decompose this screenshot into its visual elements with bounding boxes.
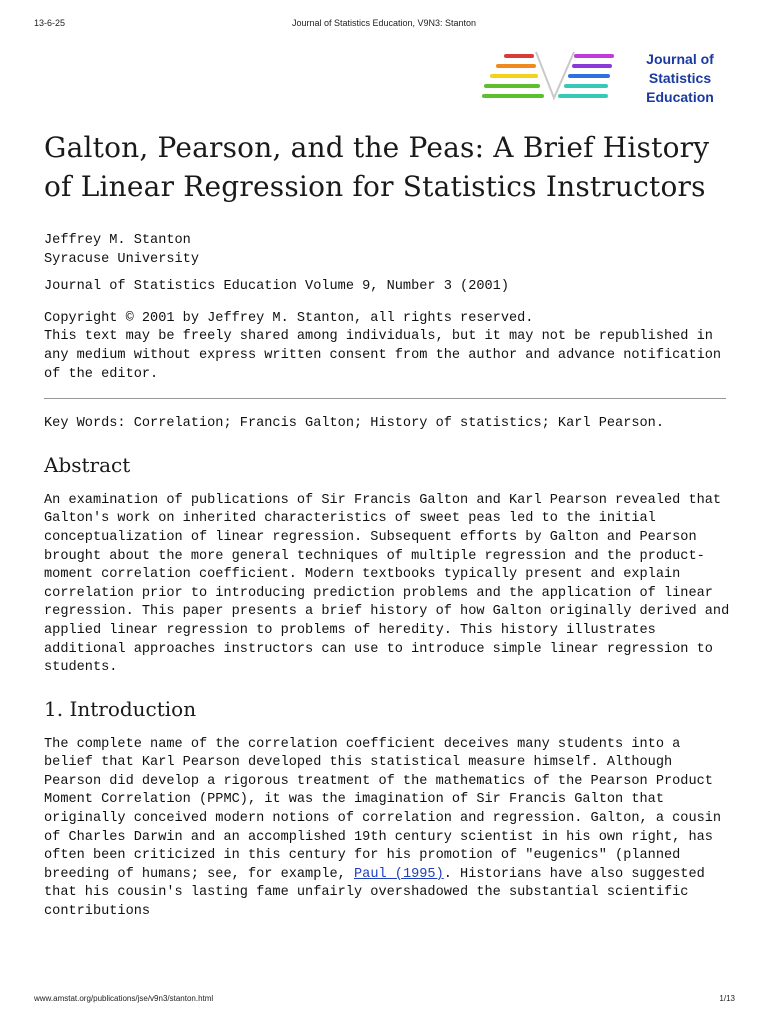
logo-line-1: Journal of [646,51,714,67]
print-page-title: Journal of Statistics Education, V9N3: Stanton [291,18,477,28]
logo-line-2: Statistics [648,70,712,86]
intro-text-after: . Historians have also suggested that his cousin's lasting fame unfairly overshadowed the substantial scientific contributions [44,866,705,920]
print-url: www.amstat.org/publications/jse/v9n3/stanton.html [34,994,214,1003]
logo-line-3: Education [646,89,714,105]
page-number: 1/13 [719,994,735,1003]
author-block [44,232,730,269]
introduction-text [44,736,730,922]
introduction-heading: 1. Introduction [44,696,197,721]
author-affiliation: Syracuse University [44,251,199,267]
copyright-block [44,310,730,384]
abstract-text: An examination of publications of Sir Francis Galton and Karl Pearson revealed that Galton's work on inherited characteristics of sweet peas led to the initial conceptualization of linear regression. Subsequent efforts by Galton and Pearson brought about the more general techniques of multiple regression and the product-moment correlation coefficient. Modern textbooks typically present and explain correlation prior to introducing prediction problems and the application of linear regression. This paper presents a brief history of how Galton originally derived and applied linear regression to problems of heredity. This history illustrates additional approaches instructors can use to introduce simple linear regression to students. [44,492,730,676]
abstract-heading: Abstract [44,452,131,477]
article-title: Galton, Pearson, and the Peas: A Brief History of Linear Regression for Statistics Instructors [44,131,710,203]
rainbow-logo-icon [478,50,638,106]
intro-text-before: The complete name of the correlation coefficient deceives many students into a belief that Karl Pearson developed this statistical measure himself. Although Pearson did develop a rigorous treatment of the mathematics of the Pearson Product Moment Correlation (PPMC), it was the imagination of Sir Francis Galton that originally conceived modern notions of correlation and regression. Galton, a cousin of Charles Darwin and an accomplished 19th century scientist in his own right, has often been criticized in this century for his promotion of "eugenics" (planned breeding of humans; see, for example, [44,736,722,882]
horizontal-divider [44,398,726,399]
print-header [0,18,768,32]
print-footer [0,994,768,1006]
logo-text [634,50,726,107]
reference-link-paul-1995[interactable]: Paul (1995) [354,866,444,882]
print-date: 13-6-25 [34,18,66,28]
copyright-notice: This text may be freely shared among individuals, but it may not be republished in any medium without express written consent from the author and advance notification of the editor. [44,329,722,382]
article-content [44,124,730,922]
journal-citation: Journal of Statistics Education Volume 9, Number 3 (2001) [44,279,509,295]
journal-logo[interactable] [478,50,728,110]
author-name: Jeffrey M. Stanton [44,233,191,248]
copyright-line: Copyright © 2001 by Jeffrey M. Stanton, all rights reserved. [44,310,534,326]
keywords: Key Words: Correlation; Francis Galton; History of statistics; Karl Pearson. [44,416,664,432]
